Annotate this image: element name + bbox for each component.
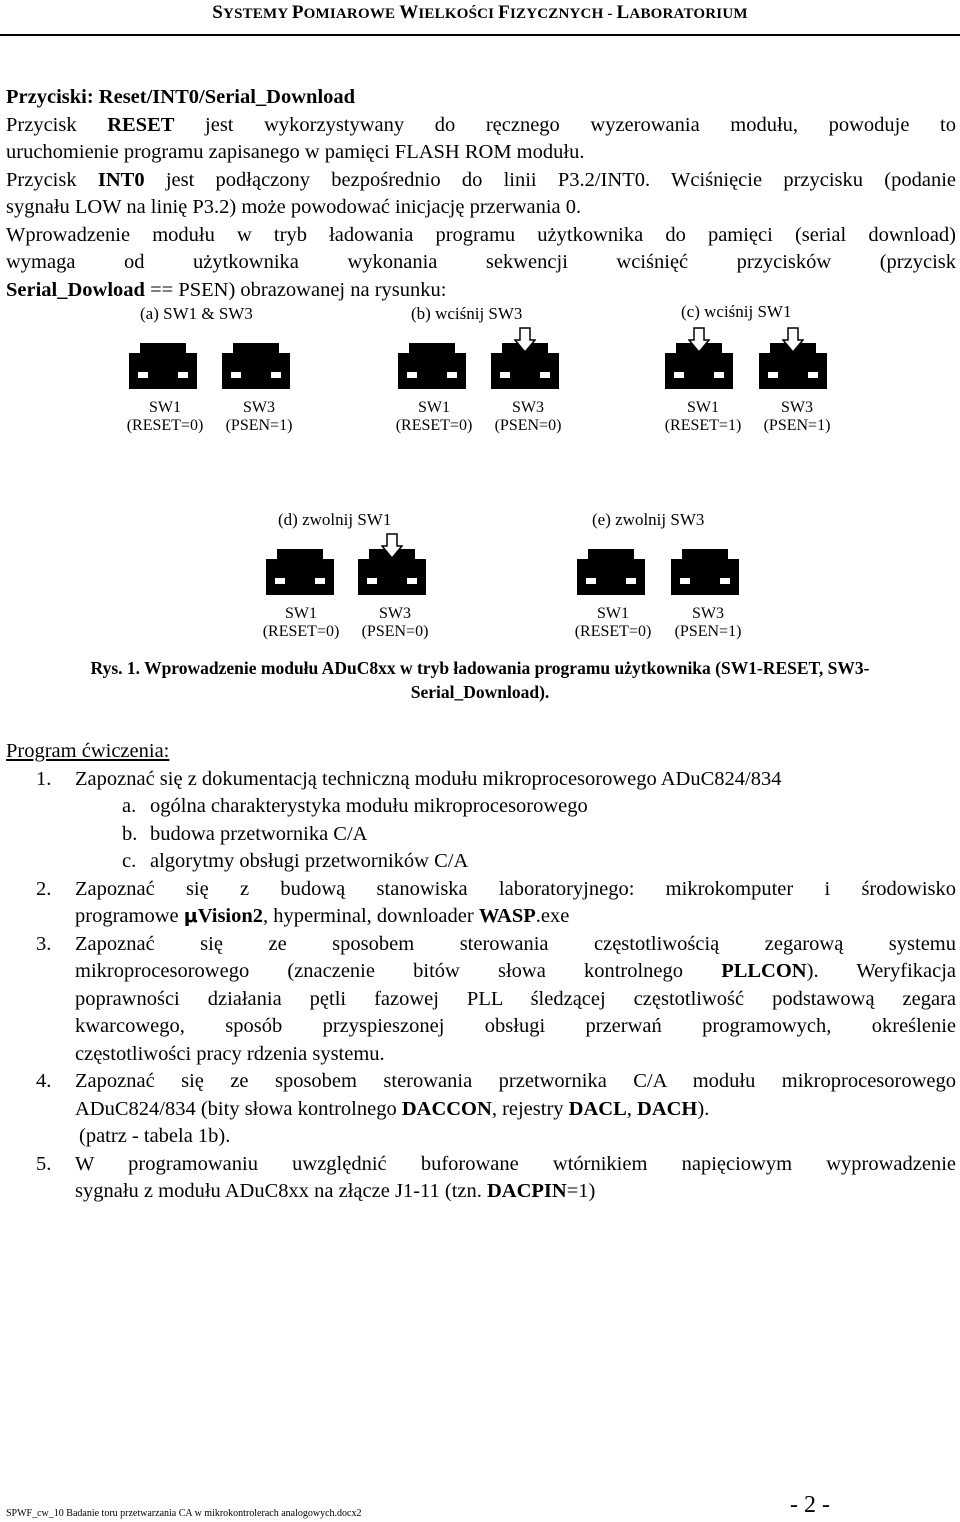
switch-state: (RESET=0) — [574, 623, 652, 640]
item-number: 1. — [36, 767, 52, 790]
item-line — [75, 958, 956, 986]
switch-state: (PSEN=1) — [674, 623, 742, 640]
list-subitem — [6, 821, 956, 849]
paragraph-line: uruchomienie programu zapisanego w pamięci FLASH ROM modułu. — [6, 141, 585, 163]
text-run: Przycisk — [6, 113, 108, 136]
header-part: YSTEMY — [223, 6, 292, 22]
switch-sw1-b — [398, 343, 466, 389]
switch-label — [653, 605, 763, 641]
switch-name: SW3 — [512, 399, 544, 416]
switch-name: SW1 — [285, 605, 317, 622]
figure-caption-line: Serial_Download). — [410, 682, 550, 702]
switch-state: (RESET=0) — [262, 623, 340, 640]
caption-c: (c) wciśnij SW1 — [681, 302, 792, 321]
caption-b: (b) wciśnij SW3 — [411, 304, 523, 323]
press-arrow-icon — [782, 327, 804, 353]
switch-label — [204, 399, 314, 435]
switch-name: SW1 — [687, 399, 719, 416]
running-header — [0, 2, 960, 24]
item-line: (patrz - tabela 1b). — [79, 1125, 231, 1147]
press-arrow-icon — [381, 533, 403, 559]
text-run: DACH — [637, 1097, 698, 1120]
text-run: DACPIN — [487, 1180, 567, 1202]
switch-label — [558, 605, 668, 641]
item-text: budowa przetwornika C/A — [150, 822, 368, 845]
paragraph-line: wymaga od użytkownika wykonania sekwencji wciśnięć przycisków (przycisk — [6, 251, 956, 273]
text-run: , hyperminal, downloader — [263, 905, 479, 927]
header-part: S — [212, 2, 224, 23]
item-text: Zapoznać się z dokumentacją techniczną modułu mikroprocesorowego ADuC824/834 — [75, 767, 782, 790]
paragraph-line — [6, 112, 956, 140]
section-heading: Przyciski: Reset/INT0/Serial_Download — [6, 86, 356, 108]
item-text: ogólna charakterystyka modułu mikroprocesorowego — [150, 795, 588, 817]
item-number: b. — [122, 822, 138, 845]
text-run: jest podłączony bezpośrednio do linii P3.2/INT0. Wciśnięcie przycisku (podanie — [144, 168, 956, 191]
switch-state: (RESET=0) — [395, 417, 473, 434]
text-run: INT0 — [97, 168, 145, 191]
list-item — [6, 1068, 956, 1151]
text-run: .exe — [535, 905, 570, 927]
text-run: programowe — [75, 905, 184, 927]
text-run: , — [626, 1097, 638, 1120]
paragraph-line: Wprowadzenie modułu w tryb ładowania programu użytkownika do pamięci (serial download) — [6, 223, 956, 246]
text-run: WASP — [478, 905, 536, 927]
text-run: ). Weryfikacja — [806, 960, 957, 982]
list-subitem — [6, 848, 956, 876]
switch-label — [473, 399, 583, 435]
item-number: c. — [122, 850, 137, 872]
switch-name: SW3 — [379, 605, 411, 622]
item-line: W programowaniu uwzględnić buforowane wtórnikiem napięciowym wyprowadzenie — [75, 1152, 956, 1175]
item-line: Zapoznać się ze sposobem sterowania przetwornika C/A modułu mikroprocesorowego — [75, 1070, 956, 1092]
switch-sw3-a — [222, 343, 290, 389]
text-run: Przycisk — [6, 168, 98, 191]
text-run: Vision2 — [197, 905, 264, 927]
item-line — [75, 1178, 956, 1206]
switch-sw1-d — [266, 549, 334, 595]
switch-sw1-a — [129, 343, 197, 389]
header-part: P — [291, 2, 304, 23]
header-part: ABORATORIUM — [629, 6, 748, 22]
header-part: L — [616, 2, 630, 23]
text-run: sygnału z modułu ADuC8xx na złącze J1-11 (tzn. — [75, 1180, 487, 1202]
item-line: poprawności działania pętli fazowej PLL śledzącej częstotliwość podstawową zegara — [75, 987, 956, 1010]
caption-a: (a) SW1 & SW3 — [140, 304, 253, 323]
item-number: 2. — [36, 877, 52, 900]
text-run: DACL — [568, 1097, 627, 1120]
text-run: , rejestry — [491, 1097, 569, 1120]
item-line: Zapoznać się ze sposobem sterowania częstotliwością zegarową systemu — [75, 932, 956, 955]
switch-name: SW1 — [597, 605, 629, 622]
footer-filename: SPWF_cw_10 Badanie toru przetwarzania CA w mikrokontrolerach analogowych.docx2 — [6, 1508, 362, 1519]
header-part: OMIAROWE — [303, 6, 400, 22]
text-run: mikroprocesorowego (znaczenie bitów słowa kontrolnego — [75, 960, 722, 982]
switch-state: (PSEN=0) — [494, 417, 562, 434]
item-number: a. — [122, 795, 137, 817]
item-line: kwarcowego, sposób przyspieszonej obsługi przerwań programowych, określenie — [75, 1015, 956, 1037]
item-number: 4. — [36, 1070, 52, 1092]
intro-section — [6, 84, 956, 304]
text-run: =1) — [566, 1180, 596, 1202]
text-run: jest wykorzystywany do ręcznego wyzerowania modułu, powoduje to — [174, 113, 956, 136]
text-run: == PSEN) obrazowanej na rysunku: — [144, 278, 447, 301]
text-run: ADuC824/834 (bity słowa kontrolnego — [75, 1097, 402, 1120]
page-number: - 2 - — [790, 1492, 830, 1518]
figure-caption — [0, 656, 960, 704]
list-item — [6, 931, 956, 1069]
item-line: częstotliwości pracy rdzenia systemu. — [75, 1042, 385, 1065]
switch-name: SW3 — [692, 605, 724, 622]
switch-label — [742, 399, 852, 435]
press-arrow-icon — [514, 327, 536, 353]
paragraph-line: sygnału LOW na linię P3.2) może powodować inicjację przerwania 0. — [6, 196, 582, 218]
switch-name: SW3 — [781, 399, 813, 416]
item-number: 5. — [36, 1152, 52, 1175]
text-run: μ — [183, 905, 198, 927]
paragraph-line — [6, 167, 956, 195]
header-part: IZYCZNYCH - — [509, 6, 617, 22]
switch-state: (RESET=0) — [126, 417, 204, 434]
caption-e: (e) zwolnij SW3 — [592, 510, 705, 529]
program-section — [6, 738, 956, 1206]
text-run: PLLCON — [721, 960, 807, 982]
program-heading: Program ćwiczenia: — [6, 740, 170, 762]
paragraph-line — [6, 277, 956, 305]
item-text: algorytmy obsługi przetworników C/A — [150, 850, 469, 872]
switch-name: SW3 — [243, 399, 275, 416]
text-run: Serial_Dowload — [6, 278, 145, 301]
switch-label — [340, 605, 450, 641]
switch-name: SW1 — [418, 399, 450, 416]
switch-state: (RESET=1) — [664, 417, 742, 434]
item-line — [75, 1096, 956, 1124]
list-item — [6, 766, 956, 794]
list-subitem — [6, 793, 956, 821]
header-part: IELKOŚCI — [418, 6, 499, 22]
item-line — [75, 903, 956, 931]
list-item — [6, 1151, 956, 1206]
header-part: W — [399, 2, 419, 23]
text-run: DACCON — [401, 1097, 492, 1120]
switch-name: SW1 — [149, 399, 181, 416]
text-run: RESET — [107, 113, 175, 136]
figure-caption-line: Rys. 1. Wprowadzenie modułu ADuC8xx w tryb ładowania programu użytkownika (SW1-RESET, SW3- — [90, 658, 870, 678]
text-run: ). — [697, 1097, 710, 1120]
header-rule — [0, 34, 960, 36]
header-part: F — [498, 2, 510, 23]
switch-state: (PSEN=0) — [361, 623, 429, 640]
caption-d: (d) zwolnij SW1 — [278, 510, 392, 529]
item-number: 3. — [36, 932, 52, 955]
item-line: Zapoznać się z budową stanowiska laboratoryjnego: mikrokomputer i środowisko — [75, 877, 956, 900]
switch-sw3-e — [671, 549, 739, 595]
switch-state: (PSEN=1) — [763, 417, 831, 434]
press-arrow-icon — [688, 327, 710, 353]
switch-sw1-e — [577, 549, 645, 595]
switch-state: (PSEN=1) — [225, 417, 293, 434]
list-item — [6, 876, 956, 931]
